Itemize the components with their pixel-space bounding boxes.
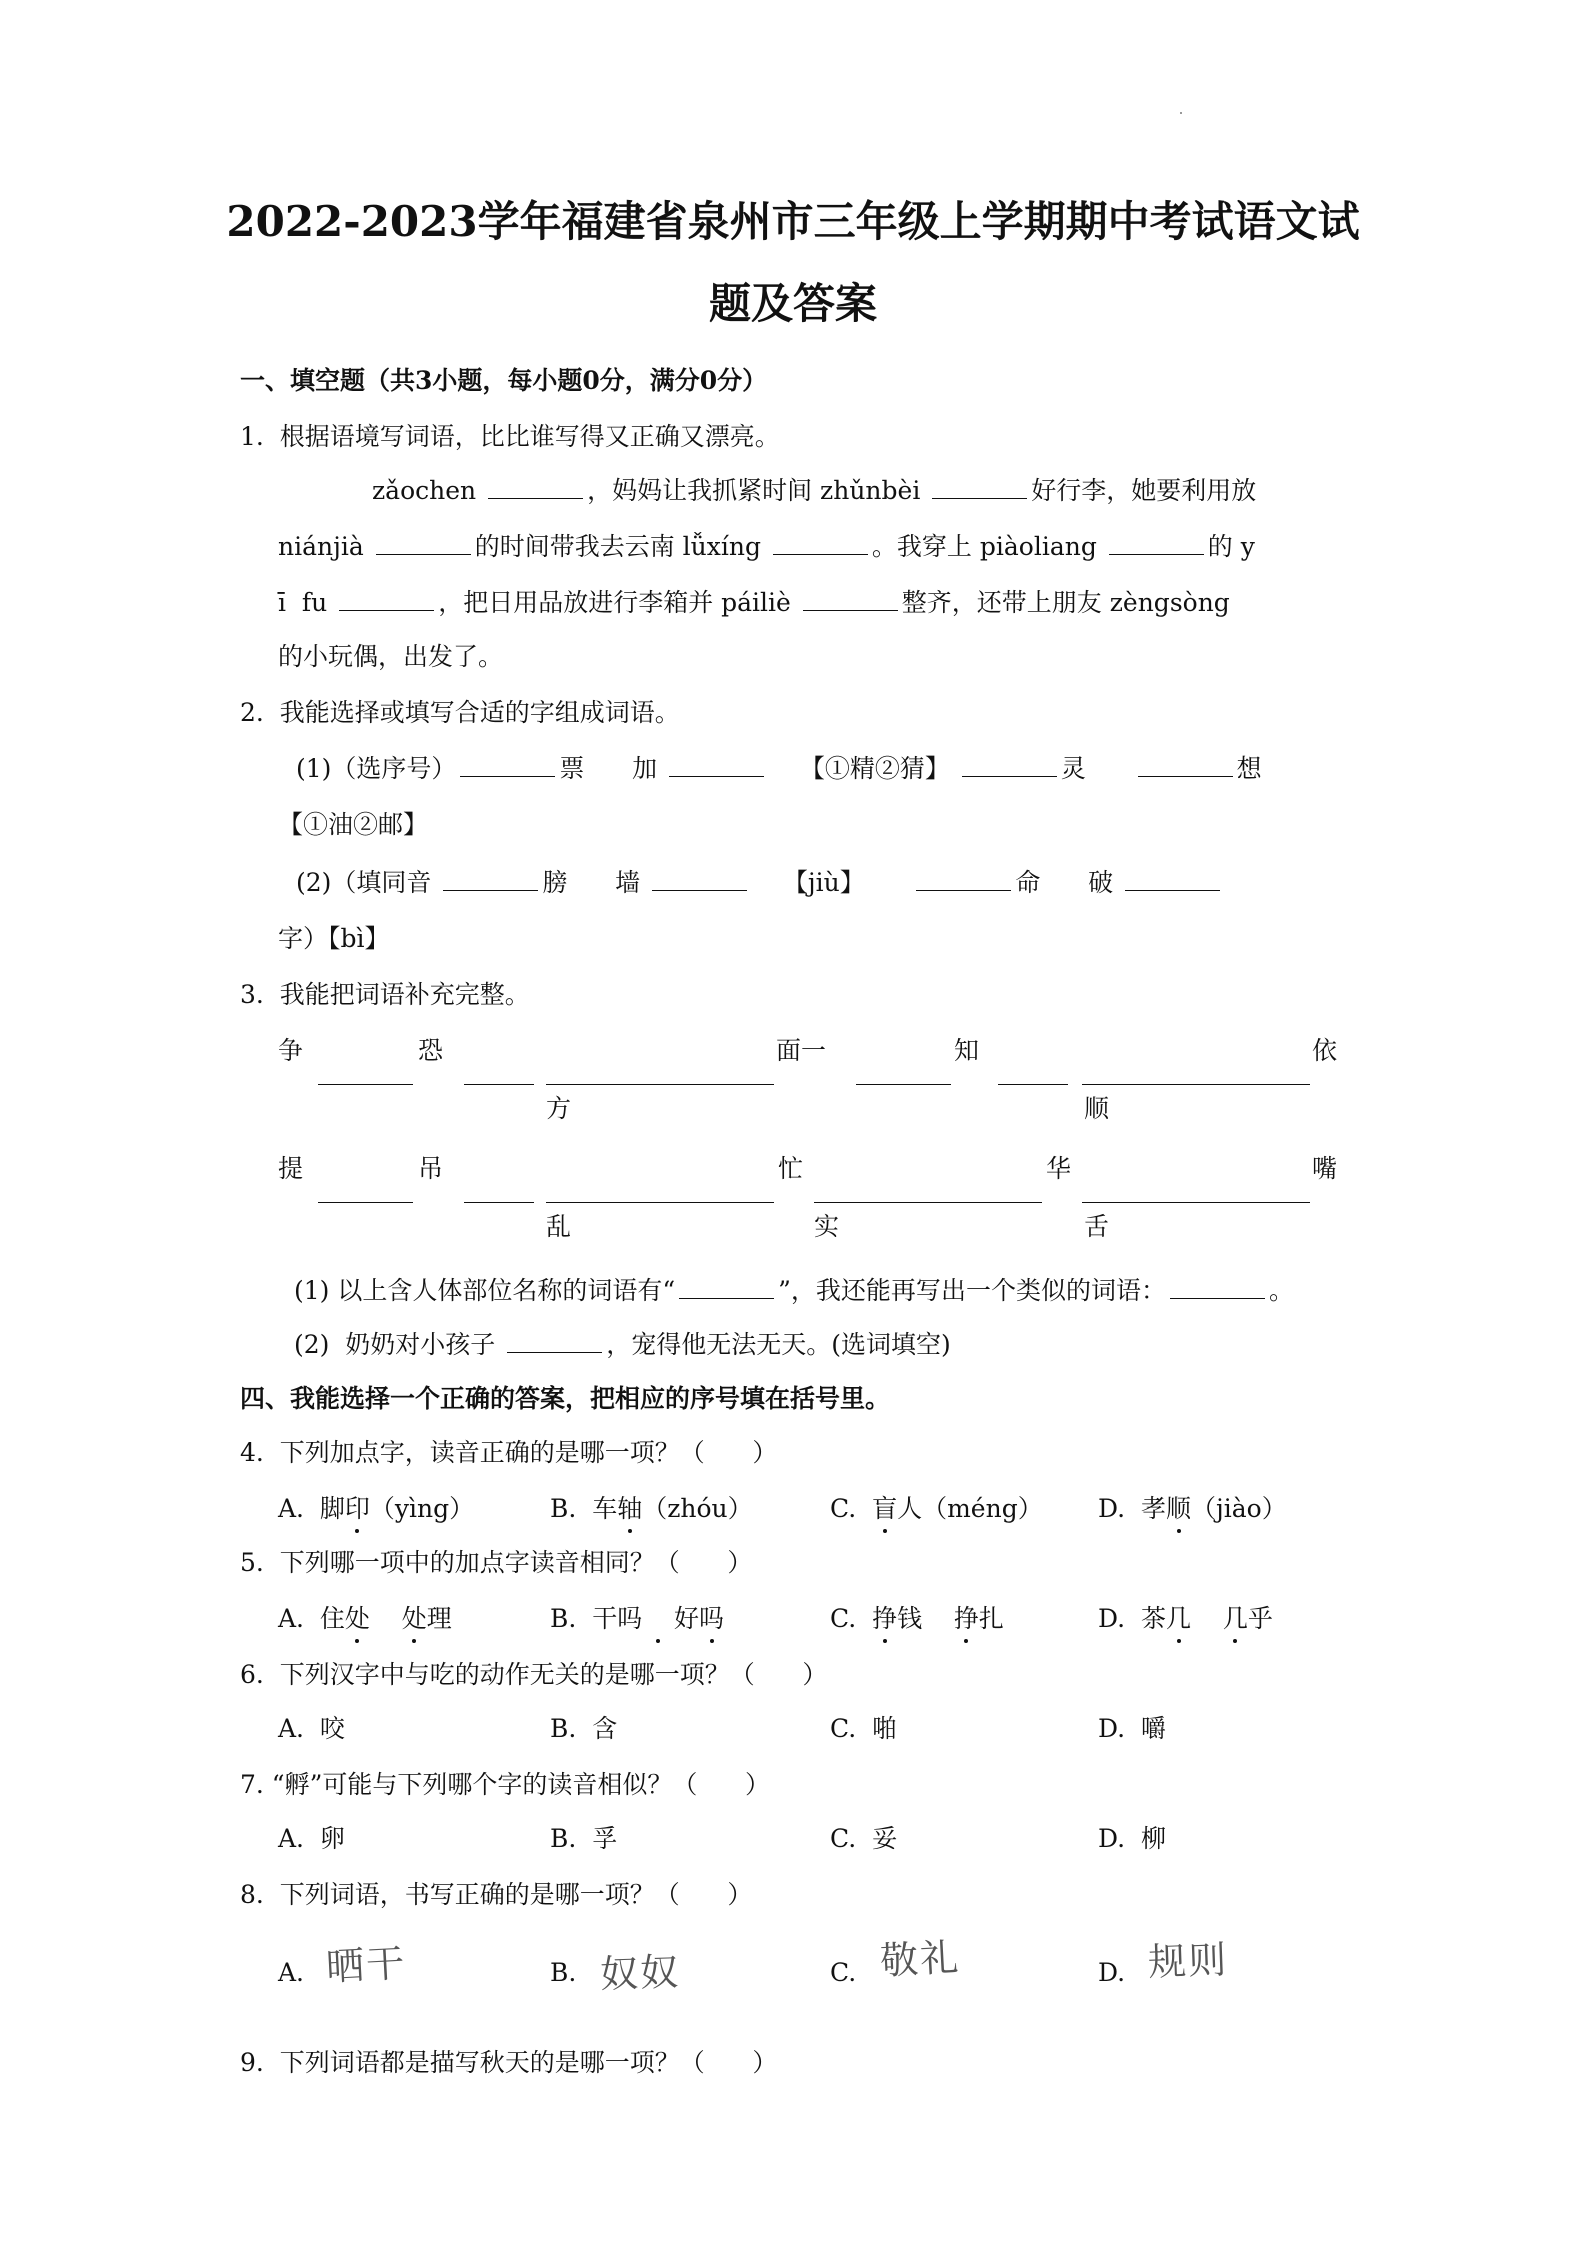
text-segment: 。 xyxy=(1268,1276,1294,1305)
text-segment: ”，我还能再写出一个类似的词语： xyxy=(778,1276,1166,1305)
answer-blank[interactable] xyxy=(546,1060,774,1085)
answer-blank[interactable] xyxy=(1109,530,1204,555)
option-text: （jiào） xyxy=(1191,1494,1287,1523)
answer-blank[interactable] xyxy=(318,1060,413,1085)
idiom-char: 乱 xyxy=(546,1212,572,1241)
question-5-option-a[interactable] xyxy=(278,1602,452,1636)
answer-blank[interactable] xyxy=(669,752,764,777)
question-1-line-1 xyxy=(372,474,1256,508)
dotted-char: 几 xyxy=(1223,1602,1248,1636)
pinyin-zaochen: zǎochen xyxy=(372,476,477,505)
idiom-char: 实 xyxy=(814,1212,840,1241)
option-text: 人（méng） xyxy=(897,1494,1043,1523)
question-9-stem: 9. 下列词语都是描写秋天的是哪一项？（ ） xyxy=(240,2048,778,2077)
idiom-char: 吊 xyxy=(418,1154,444,1183)
idiom-char: 嘴 xyxy=(1312,1154,1338,1183)
question-4-option-b[interactable] xyxy=(550,1492,753,1526)
question-1-line-2 xyxy=(278,530,1255,564)
answer-blank[interactable] xyxy=(464,1060,534,1085)
option-text: （zhóu） xyxy=(642,1494,753,1523)
question-8-option-a[interactable]: A. xyxy=(278,1958,305,1987)
answer-blank[interactable] xyxy=(916,866,1011,891)
answer-blank[interactable] xyxy=(546,1178,774,1203)
option-text: C. xyxy=(830,1604,873,1633)
text-segment: (2)（填同音 xyxy=(296,868,432,897)
idiom-char: 舌 xyxy=(1084,1212,1110,1241)
question-4-option-a[interactable] xyxy=(278,1492,474,1526)
text-segment: 的时间带我去云南 lǚxíng xyxy=(474,532,761,561)
dotted-char: 几 xyxy=(1166,1602,1191,1636)
text-segment: ，把日用品放进行李箱并 páiliè xyxy=(438,588,791,617)
idiom-char: 依 xyxy=(1312,1036,1338,1065)
question-5-stem: 5. 下列哪一项中的加点字读音相同？（ ） xyxy=(240,1548,753,1577)
text-segment: 票 xyxy=(559,754,585,783)
question-1-stem: 1. 根据语境写词语，比比谁写得又正确又漂亮。 xyxy=(240,422,780,451)
answer-blank[interactable] xyxy=(814,1178,1042,1203)
pinyin-yifu: ī fu xyxy=(278,588,328,617)
option-text: D. 茶 xyxy=(1098,1604,1166,1633)
question-1-line-4: 的小玩偶，出发了。 xyxy=(278,642,504,671)
question-7-option-d[interactable]: D. 柳 xyxy=(1098,1824,1166,1853)
answer-blank[interactable] xyxy=(1125,866,1220,891)
question-7-option-a[interactable]: A. 卵 xyxy=(278,1824,345,1853)
question-6-option-b[interactable]: B. 含 xyxy=(550,1714,618,1743)
option-text: 钱 xyxy=(897,1604,954,1633)
answer-blank[interactable] xyxy=(318,1178,413,1203)
answer-blank[interactable] xyxy=(998,1060,1068,1085)
section-1-header: 一、填空题（共3小题，每小题0分，满分0分） xyxy=(240,366,768,395)
text-segment: 破 xyxy=(1088,868,1114,897)
question-2-stem: 2. 我能选择或填写合适的字组成词语。 xyxy=(240,698,680,727)
handwriting-image-b: 奴奴 xyxy=(599,1949,681,1997)
text-segment: 膀 xyxy=(542,868,568,897)
question-6-stem: 6. 下列汉字中与吃的动作无关的是哪一项？（ ） xyxy=(240,1660,828,1689)
answer-blank[interactable] xyxy=(443,866,538,891)
text-segment: (1)（选序号） xyxy=(296,754,457,783)
dotted-char: 处 xyxy=(345,1602,370,1636)
idiom-char: 争 xyxy=(278,1036,304,1065)
handwriting-image-a: 晒干 xyxy=(325,1940,408,1990)
dotted-char: 盲 xyxy=(872,1492,897,1526)
question-7-option-b[interactable]: B. 孚 xyxy=(550,1824,618,1853)
question-3-sub-1 xyxy=(294,1274,1294,1308)
option-text: A. 脚 xyxy=(278,1494,345,1523)
answer-blank[interactable] xyxy=(339,586,434,611)
question-8-option-d[interactable]: D. xyxy=(1098,1958,1126,1987)
answer-blank[interactable] xyxy=(1138,752,1233,777)
question-8-option-c[interactable]: C. xyxy=(830,1958,857,1987)
question-6-option-a[interactable]: A. 咬 xyxy=(278,1714,345,1743)
dotted-char: 吗 好 xyxy=(617,1602,699,1636)
answer-blank[interactable] xyxy=(507,1328,602,1353)
text-segment: ，妈妈让我抓紧时间 zhǔnbèi xyxy=(587,476,921,505)
text-segment: 命 xyxy=(1015,868,1041,897)
answer-blank[interactable] xyxy=(488,474,583,499)
answer-blank[interactable] xyxy=(376,530,471,555)
question-4-stem: 4. 下列加点字，读音正确的是哪一项？（ ） xyxy=(240,1438,778,1467)
dotted-char: 吗 xyxy=(699,1602,724,1636)
text-segment: (1) 以上含人体部位名称的词语有“ xyxy=(294,1276,676,1305)
question-2-row-2 xyxy=(296,866,1224,900)
option-text: B. 车 xyxy=(550,1494,618,1523)
idiom-char: 方 xyxy=(546,1094,572,1123)
handwriting-image-d: 规则 xyxy=(1147,1937,1229,1985)
question-7-option-c[interactable]: C. 妥 xyxy=(830,1824,898,1853)
question-5-option-b[interactable] xyxy=(550,1602,724,1636)
option-text: 乎 xyxy=(1247,1604,1273,1633)
answer-blank[interactable] xyxy=(679,1274,774,1299)
option-text: A. 住 xyxy=(278,1604,345,1633)
question-3-stem: 3. 我能把词语补充完整。 xyxy=(240,980,530,1009)
question-8-option-b[interactable]: B. xyxy=(550,1958,577,1987)
option-text: （yìng） xyxy=(369,1494,475,1523)
text-segment: 整齐，还带上朋友 zèngsòng xyxy=(901,588,1230,617)
text-segment: ，宠得他无法无天。(选词填空) xyxy=(606,1330,951,1359)
answer-blank[interactable] xyxy=(460,752,555,777)
option-text xyxy=(370,1604,402,1633)
dotted-char: 挣 xyxy=(872,1602,897,1636)
option-text: 干 xyxy=(592,1604,618,1633)
answer-blank[interactable] xyxy=(856,1060,951,1085)
page-title-line-2: 题及答案 xyxy=(708,279,877,328)
question-5-option-c[interactable] xyxy=(830,1602,1004,1636)
answer-blank[interactable] xyxy=(652,866,747,891)
question-4-option-c[interactable] xyxy=(830,1492,1043,1526)
idiom-char: 华 xyxy=(1046,1154,1072,1183)
question-4-option-d[interactable] xyxy=(1098,1492,1287,1526)
dotted-char: 挣 xyxy=(954,1602,979,1636)
idiom-char: 恐 xyxy=(418,1036,444,1065)
handwriting-image-c: 敬礼 xyxy=(879,1934,962,1984)
dotted-char: 顺 xyxy=(1166,1492,1191,1526)
pinyin-nianjia: niánjià xyxy=(278,532,364,561)
answer-blank[interactable] xyxy=(1170,1274,1265,1299)
option-text: B. xyxy=(550,1604,593,1633)
question-6-option-d[interactable]: D. 嚼 xyxy=(1098,1714,1166,1743)
question-1-line-3 xyxy=(278,586,1230,620)
option-bracket: 【jiù】 xyxy=(782,868,865,897)
dotted-char: 印 xyxy=(345,1492,370,1526)
text-segment: 墙 xyxy=(615,868,641,897)
question-2-row-2-cont: 字）【bì】 xyxy=(278,924,390,953)
text-segment: (2) 奶奶对小孩子 xyxy=(294,1330,496,1359)
option-text: 理 xyxy=(426,1604,452,1633)
text-segment: 想 xyxy=(1236,754,1262,783)
question-5-option-d[interactable] xyxy=(1098,1602,1273,1636)
question-2-row-1 xyxy=(296,752,1262,786)
answer-blank[interactable] xyxy=(803,586,898,611)
question-7-stem: 7. “孵”可能与下列哪个字的读音相似？（ ） xyxy=(240,1770,771,1799)
option-text: C. xyxy=(830,1494,873,1523)
question-8-stem: 8. 下列词语，书写正确的是哪一项？（ ） xyxy=(240,1880,753,1909)
answer-blank[interactable] xyxy=(464,1178,534,1203)
idiom-char: 顺 xyxy=(1084,1094,1110,1123)
answer-blank[interactable] xyxy=(1082,1178,1310,1203)
text-segment: 。我穿上 piàoliang xyxy=(871,532,1097,561)
text-segment: 的 y xyxy=(1207,532,1255,561)
dotted-char: 处 xyxy=(402,1602,427,1636)
option-bracket: 【①精②猜】 xyxy=(799,754,950,783)
text-segment: 好行李，她要利用放 xyxy=(1031,476,1257,505)
option-text xyxy=(1191,1604,1223,1633)
section-4-header: 四、我能选择一个正确的答案，把相应的序号填在括号里。 xyxy=(240,1384,891,1413)
option-text: D. 孝 xyxy=(1098,1494,1166,1523)
answer-blank[interactable] xyxy=(773,530,868,555)
answer-blank[interactable] xyxy=(1082,1060,1310,1085)
idiom-char: 提 xyxy=(278,1154,304,1183)
answer-blank[interactable] xyxy=(962,752,1057,777)
question-2-row-1-cont: 【①油②邮】 xyxy=(278,810,429,839)
idiom-char: 面一 xyxy=(776,1036,827,1065)
idiom-char: 忙 xyxy=(778,1154,804,1183)
question-3-sub-2 xyxy=(294,1328,951,1362)
option-text: 扎 xyxy=(978,1604,1004,1633)
page-title-line-1: 2022-2023学年福建省泉州市三年级上学期期中考试语文试 xyxy=(226,197,1360,246)
text-segment: 加 xyxy=(632,754,658,783)
idiom-char: 知 xyxy=(954,1036,980,1065)
text-segment: 灵 xyxy=(1060,754,1086,783)
answer-blank[interactable] xyxy=(932,474,1027,499)
question-6-option-c[interactable]: C. 啪 xyxy=(830,1714,898,1743)
dotted-char: 轴 xyxy=(617,1492,642,1526)
scan-speck xyxy=(1180,112,1182,114)
